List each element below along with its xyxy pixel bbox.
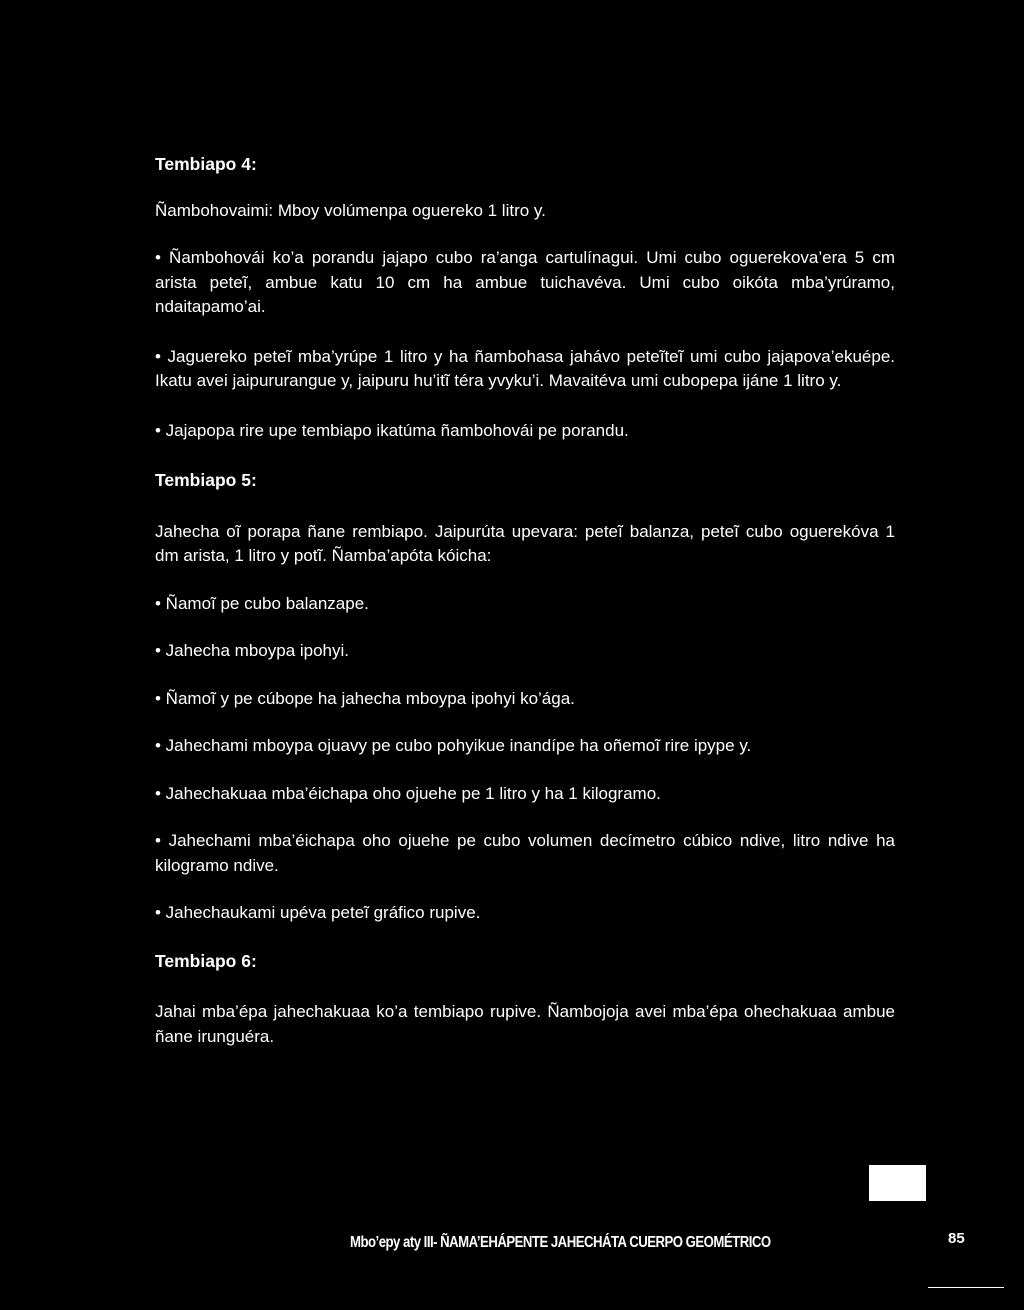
bullet-paragraph: • Jajapopa rire upe tembiapo ikatúma ñambohovái pe porandu. (155, 420, 629, 440)
section-heading-tembiapo-4: Tembiapo 4: (155, 154, 257, 174)
section-heading-tembiapo-6: Tembiapo 6: (155, 950, 257, 971)
bullet-paragraph: • Jaguereko peteĩ mba’yrúpe 1 litro y ha ñambohasa jahávo peteĩteĩ umi cubo jajapova’ekuépe. Ikatu avei jaipururangue y, jaipuru hu’itĩ téra yvyku’i. Mavaitéva umi cubopepa ijáne 1 litro y. (155, 346, 895, 390)
bullet-paragraph: • Jahechakuaa mba’éichapa oho ojuehe pe 1 litro y ha 1 kilogramo. (155, 783, 661, 803)
page-content (155, 152, 895, 1049)
bullet-paragraph: • Ñamoĩ pe cubo balanzape. (155, 593, 369, 613)
question-paragraph: Ñambohovaimi: Mboy volúmenpa oguereko 1 litro y. (155, 200, 546, 220)
page-number: 85 (948, 1230, 965, 1247)
footer-rule (928, 1287, 1004, 1288)
bullet-paragraph: • Ñambohovái ko’a porandu jajapo cubo ra’anga cartulínagui. Umi cubo oguerekova’era 5 cm arista peteĩ, ambue katu 10 cm ha ambue tuichavéva. Umi cubo oikóta mba’yrúramo, ndaitapamo’ai. (155, 248, 895, 316)
bullet-paragraph: • Jahechami mba’éichapa oho ojuehe pe cubo volumen decímetro cúbico ndive, litro ndive ha kilogramo ndive. (155, 831, 895, 875)
closing-paragraph: Jahai mba’épa jahechakuaa ko’a tembiapo rupive. Ñambojoja avei mba’épa ohechakuaa ambue ñane irunguéra. (155, 1002, 895, 1046)
bullet-paragraph: • Ñamoĩ y pe cúbope ha jahecha mboypa ipohyi ko’ága. (155, 688, 575, 708)
bullet-paragraph: • Jahechami mboypa ojuavy pe cubo pohyikue inandípe ha oñemoĩ rire ipype y. (155, 736, 752, 755)
footer-title: Mbo’epy aty III- ÑAMA’EHÁPENTE JAHECHÁTA CUERPO GEOMÉTRICO (350, 1234, 771, 1251)
section-heading-tembiapo-5: Tembiapo 5: (155, 470, 257, 490)
bullet-paragraph: • Jahecha mboypa ipohyi. (155, 641, 350, 660)
intro-paragraph: Jahecha oĩ porapa ñane rembiapo. Jaipurúta upevara: peteĩ balanza, peteĩ cubo oguerekóva 1 dm arista, 1 litro y potĩ. Ñamba’apóta kóicha: (155, 521, 895, 565)
bullet-paragraph: • Jahechaukami upéva peteĩ gráfico rupive. (155, 903, 481, 922)
white-box-decoration (869, 1165, 926, 1201)
